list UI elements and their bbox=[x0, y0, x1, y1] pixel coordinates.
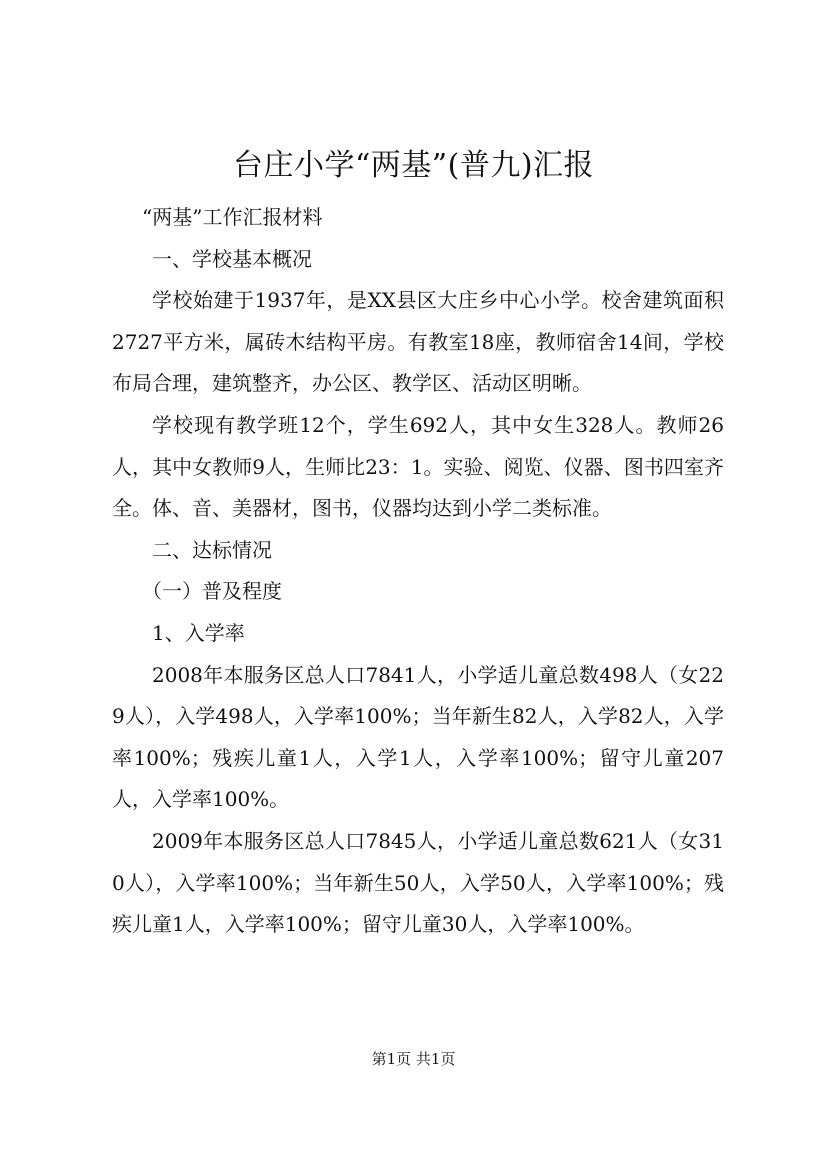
paragraph-2008-enrollment: 2008年本服务区总人口7841人，小学适儿童总数498人（女229人），入学498人，入学率100%；当年新生82人，入学82人，入学率100%；残疾儿童1人，入学1人，入学率100%；留守儿童207人，入学率100%。 bbox=[112, 662, 724, 812]
paragraph-section-1-heading: 一、学校基本概况 bbox=[152, 246, 312, 271]
paragraph-subtitle: “两基”工作汇报材料 bbox=[142, 205, 323, 229]
paragraph-students-teachers: 学校现有教学班12个，学生692人，其中女生328人。教师26人，其中女教师9人，生师比23：1。实验、阅览、仪器、图书四室齐全。体、音、美器材，图书，仪器均达到小学二类标准。 bbox=[112, 412, 724, 521]
paragraph-subsection-heading: （一）普及程度 bbox=[142, 579, 282, 604]
document-title: 台庄小学“两基”(普九)汇报 bbox=[232, 148, 595, 183]
paragraph-section-2-heading: 二、达标情况 bbox=[152, 537, 272, 562]
paragraph-2009-enrollment: 2009年本服务区总人口7845人，小学适儿童总数621人（女310人），入学率100%；当年新生50人，入学50人，入学率100%；残疾儿童1人，入学率100%；留守儿童30人，入学率100%。 bbox=[112, 828, 724, 937]
document-body bbox=[112, 197, 724, 946]
paragraph-school-overview: 学校始建于1937年，是XX县区大庄乡中心小学。校舍建筑面积2727平方米，属砖木结构平房。有教室18座，教师宿舍14间，学校布局合理，建筑整齐，办公区、教学区、活动区明晰。 bbox=[112, 288, 724, 396]
page-footer: 第1页 共1页 bbox=[371, 1050, 456, 1068]
paragraph-enrollment-heading: 1、入学率 bbox=[152, 620, 245, 645]
